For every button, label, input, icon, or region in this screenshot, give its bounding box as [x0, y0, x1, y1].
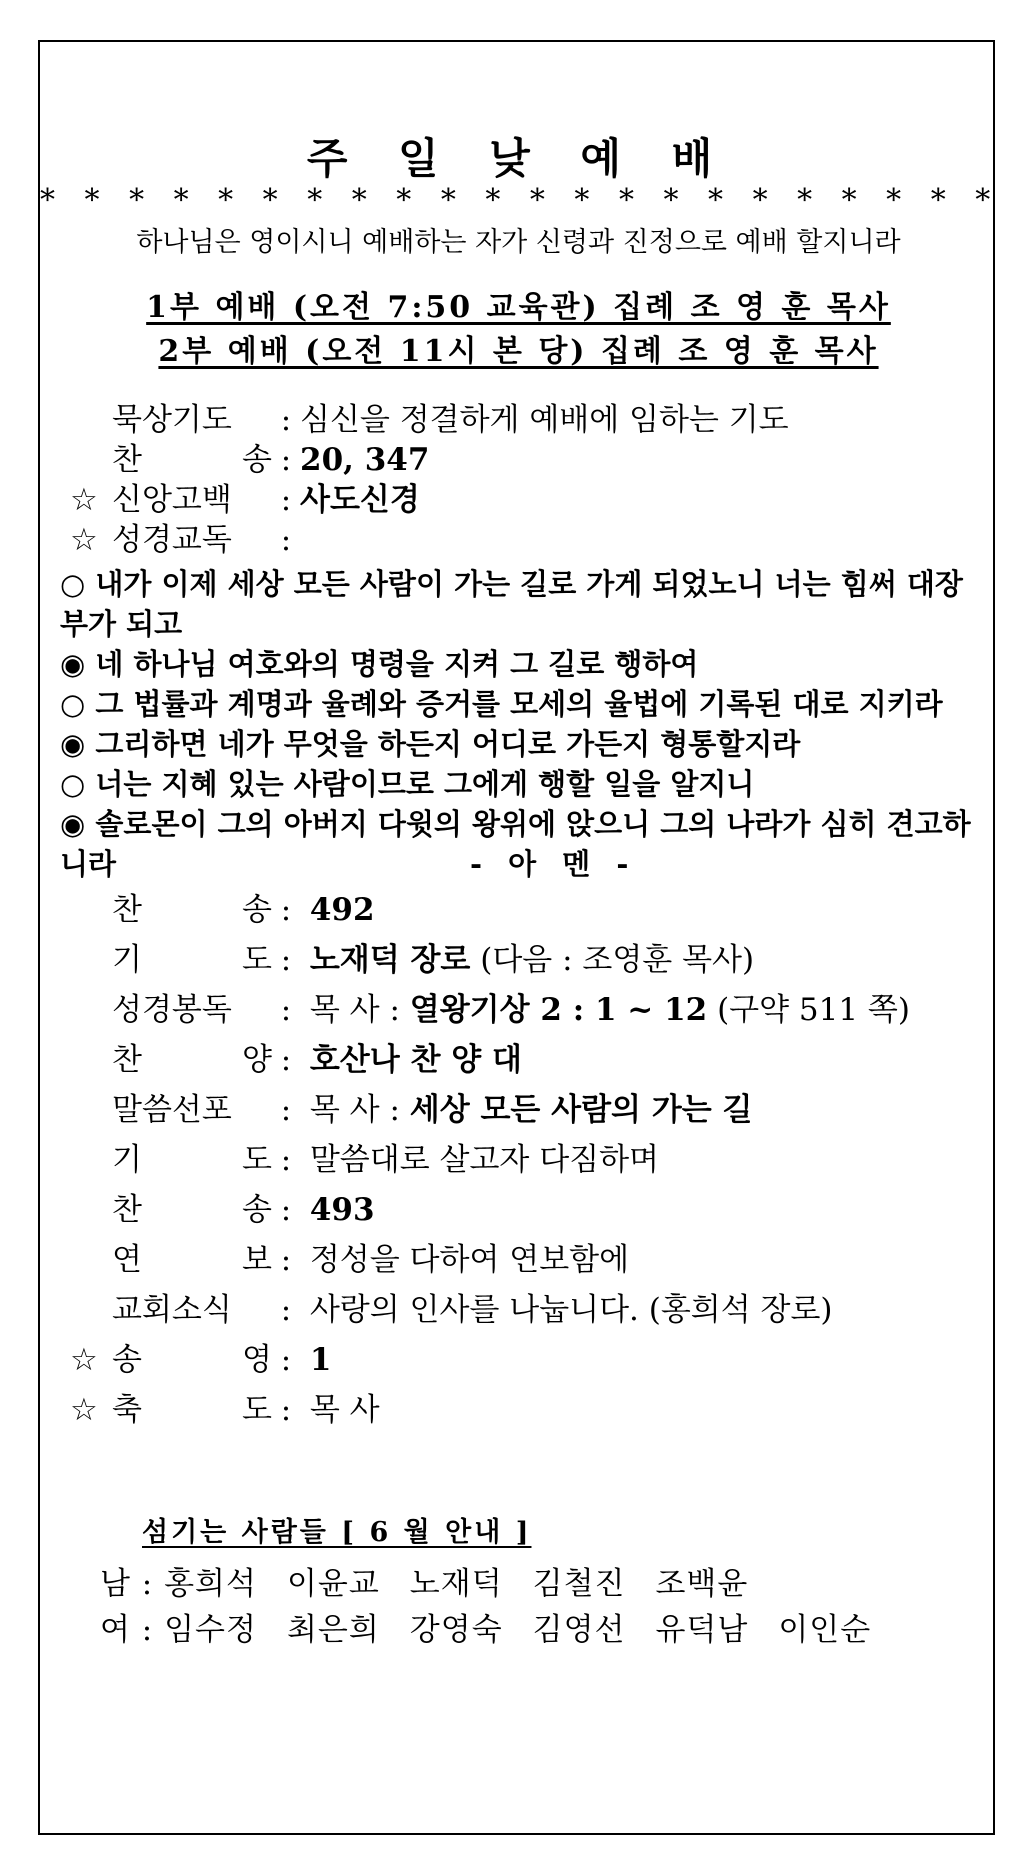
star-mark: ☆ [70, 1342, 98, 1378]
row-note: (구약 511 쪽) [707, 992, 910, 1028]
women-label: 여 : [100, 1612, 154, 1648]
reading-line: ○ 그 법률과 계명과 율례와 증거를 모세의 율법에 기록된 대로 지키라 [60, 687, 943, 721]
reading-mark: ○ [60, 567, 86, 601]
star-mark: ☆ [70, 1392, 98, 1428]
service-2-line: 2부 예배 (오전 11시 본 당) 집례 조 영 훈 목사 [158, 334, 879, 369]
ushers-women [100, 1604, 901, 1649]
row-label: 찬 송 [112, 442, 272, 478]
usher-name: 유덕남 [655, 1612, 749, 1648]
ushers-title: 섬기는 사람들 [ 6 월 안내 ] [142, 1517, 532, 1548]
usher-name: 임수정 [164, 1612, 257, 1648]
row-label: 기 도 [112, 1142, 272, 1178]
service-1-line: 1부 예배 (오전 7:50 교육관) 집례 조 영 훈 목사 [146, 290, 891, 325]
reading-line: ◉ 그리하면 네가 무엇을 하든지 어디로 가든지 형통할지라 [60, 727, 801, 761]
row-label: 말씀선포 [112, 1092, 232, 1128]
usher-name: 노재덕 [409, 1566, 503, 1602]
row-label: 축 도 [112, 1392, 272, 1428]
star-divider: * * * * * * * * * * * * * * * * * * * * * * [40, 183, 1001, 218]
row-label: 교회소식 [112, 1292, 232, 1328]
order-row-hymn-2: 찬 송 : 492 [112, 892, 375, 928]
order-row-prayer-2: 기 도 : 말씀대로 살고자 다짐하며 [112, 1142, 659, 1178]
reading-line: ○ 너는 지혜 있는 사람이므로 그에게 행할 일을 알지니 [60, 767, 755, 801]
row-prefix: 목 사 : [309, 1092, 410, 1128]
row-label: 신앙고백 [112, 482, 232, 518]
reading-mark: ◉ [60, 727, 86, 761]
scripture-verse: 하나님은 영이시니 예배하는 자가 신령과 진정으로 예배 할지니라 [136, 227, 901, 258]
usher-name: 조백윤 [655, 1566, 749, 1602]
reading-mark: ○ [60, 767, 86, 801]
row-label: 찬 송 [112, 892, 272, 928]
ushers-men [100, 1558, 778, 1603]
usher-name: 김영선 [532, 1612, 626, 1648]
reading-line: ◉ 솔로몬이 그의 아버지 다윗의 왕위에 앉으니 그의 나라가 심히 견고하 [60, 807, 971, 841]
row-value: 심신을 정결하게 예배에 임하는 기도 [300, 402, 789, 438]
star-mark: ☆ [70, 522, 98, 558]
order-row-responsive-reading: ☆ 성경교독 : [70, 522, 292, 558]
row-label: 묵상기도 [112, 402, 232, 438]
row-value: 정성을 다하여 연보함에 [309, 1242, 630, 1278]
order-row-prayer: 기 도 : 노재덕 장로 (다음 : 조영훈 목사) [112, 942, 755, 978]
order-row-offering: 연 보 : 정성을 다하여 연보함에 [112, 1242, 630, 1278]
page-title: 주 일 낮 예 배 [306, 134, 731, 183]
row-value: 493 [309, 1192, 375, 1228]
order-row-scripture: 성경봉독 : 목 사 : 열왕기상 2 : 1 ~ 12 (구약 511 쪽) [112, 992, 910, 1028]
row-value: 1 [309, 1342, 332, 1378]
row-label: 연 보 [112, 1242, 272, 1278]
order-row-announcements: 교회소식 : 사랑의 인사를 나눕니다. (홍희석 장로) [112, 1292, 833, 1328]
row-value: 노재덕 장로 [309, 942, 471, 978]
row-value: 20, 347 [300, 442, 430, 478]
usher-name: 이인순 [778, 1612, 872, 1648]
row-label: 찬 송 [112, 1192, 272, 1228]
order-row-anthem: 찬 양 : 호산나 찬 양 대 [112, 1042, 522, 1078]
row-value: 사랑의 인사를 나눕니다. (홍희석 장로) [309, 1292, 833, 1328]
row-note: (다음 : 조영훈 목사) [470, 942, 755, 978]
row-value: 열왕기상 2 : 1 ~ 12 [409, 992, 708, 1028]
row-label: 성경교독 [112, 522, 232, 558]
row-value: 492 [309, 892, 375, 928]
star-mark: ☆ [70, 482, 98, 518]
row-value: 사도신경 [300, 482, 420, 518]
usher-name: 김철진 [532, 1566, 626, 1602]
amen: - 아 멘 - [470, 847, 637, 881]
row-value: 목 사 [309, 1392, 380, 1428]
reading-mark: ◉ [60, 647, 86, 681]
usher-name: 최은희 [286, 1612, 380, 1648]
men-label: 남 : [100, 1566, 154, 1602]
order-row-sermon: 말씀선포 : 목 사 : 세상 모든 사람의 가는 길 [112, 1092, 753, 1128]
row-value: 세상 모든 사람의 가는 길 [409, 1092, 753, 1128]
order-row-hymn-1: 찬 송 : 20, 347 [112, 442, 430, 478]
row-label: 송 영 [112, 1342, 272, 1378]
order-row-doxology: ☆ 송 영 : 1 [70, 1342, 332, 1378]
bulletin-frame [38, 40, 1001, 1835]
row-label: 찬 양 [112, 1042, 272, 1078]
reading-mark: ○ [60, 687, 86, 721]
usher-name: 이윤교 [286, 1566, 380, 1602]
order-row-hymn-3: 찬 송 : 493 [112, 1192, 375, 1228]
usher-name: 홍희석 [164, 1566, 257, 1602]
row-label: 성경봉독 [112, 992, 232, 1028]
reading-line: 부가 되고 [60, 607, 183, 641]
row-label: 기 도 [112, 942, 272, 978]
order-row-benediction: ☆ 축 도 : 목 사 [70, 1392, 380, 1428]
row-prefix: 목 사 : [309, 992, 410, 1028]
reading-mark: ◉ [60, 807, 86, 841]
order-row-silent-prayer: 묵상기도 : 심신을 정결하게 예배에 임하는 기도 [112, 402, 789, 438]
reading-line: 니라 [60, 847, 117, 881]
row-value: 호산나 찬 양 대 [309, 1042, 522, 1078]
reading-line: ◉ 네 하나님 여호와의 명령을 지켜 그 길로 행하여 [60, 647, 699, 681]
order-row-creed: ☆ 신앙고백 : 사도신경 [70, 482, 420, 518]
reading-line: ○ 내가 이제 세상 모든 사람이 가는 길로 가게 되었노니 너는 힘써 대장 [60, 567, 963, 601]
row-value: 말씀대로 살고자 다짐하며 [309, 1142, 659, 1178]
usher-name: 강영숙 [409, 1612, 503, 1648]
